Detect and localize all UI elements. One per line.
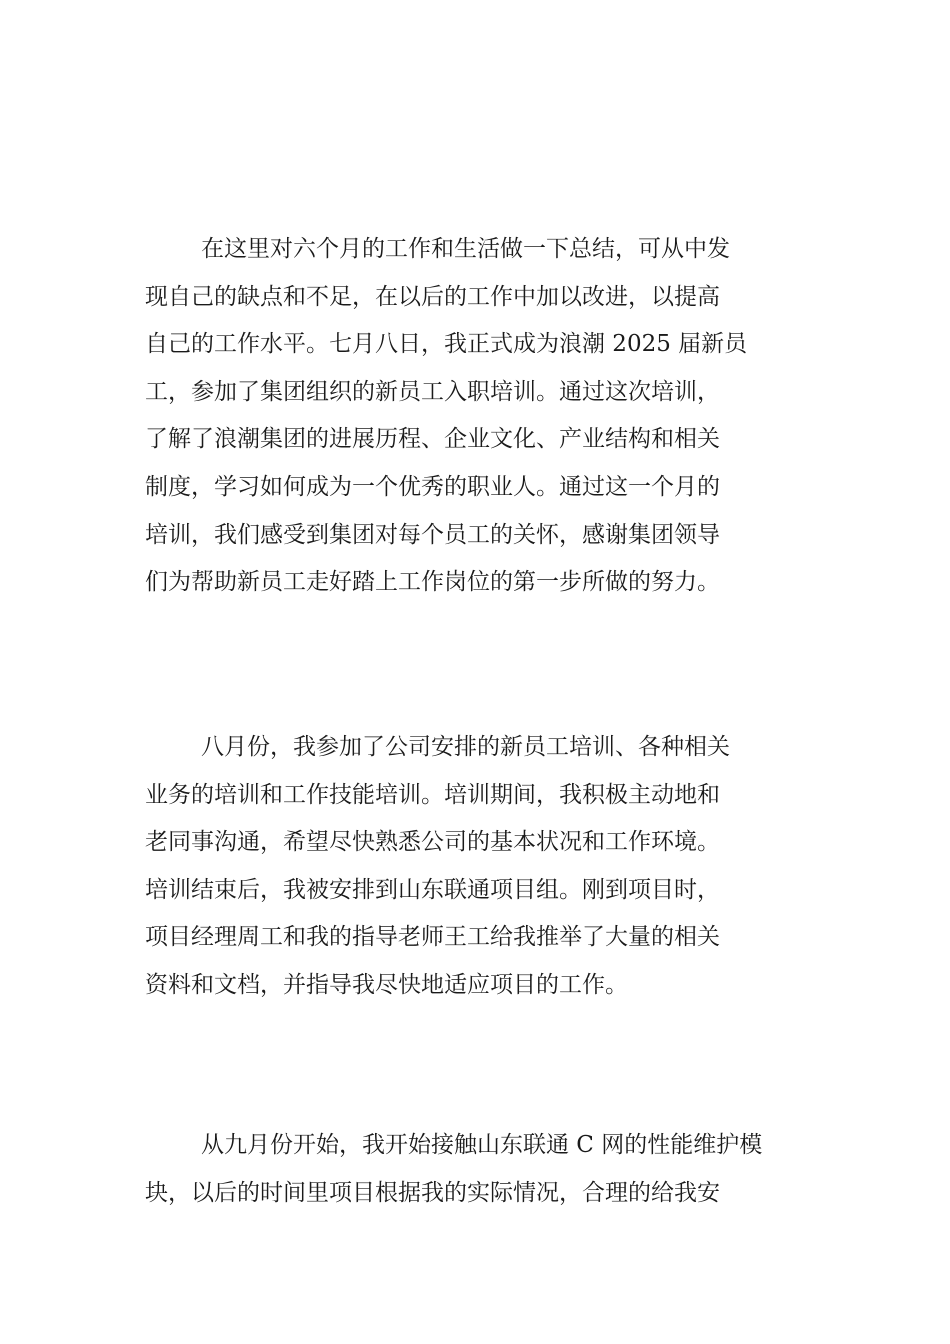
text-line: 培训结束后，我被安排到山东联通项目组。刚到项目时， xyxy=(145,876,720,903)
text-line: 培训，我们感受到集团对每个员工的关怀，感谢集团领导 xyxy=(145,521,720,548)
text-line: 制度，学习如何成为一个优秀的职业人。通过这一个月的 xyxy=(145,473,720,500)
text-line: 八月份，我参加了公司安排的新员工培训、各种相关 xyxy=(201,734,730,760)
text-line: 资料和文档，并指导我尽快地适应项目的工作。 xyxy=(145,971,628,998)
text-line: 业务的培训和工作技能培训。培训期间，我积极主动地和 xyxy=(145,781,720,808)
text-line: 现自己的缺点和不足，在以后的工作中加以改进，以提高 xyxy=(145,283,720,310)
text-line: 项目经理周工和我的指导老师王工给我推举了大量的相关 xyxy=(145,924,720,951)
text-line: 们为帮助新员工走好踏上工作岗位的第一步所做的努力。 xyxy=(145,569,720,596)
paragraph-3 xyxy=(145,1122,810,1217)
text-line: 块，以后的时间里项目根据我的实际情况，合理的给我安 xyxy=(145,1179,720,1206)
text-line: 了解了浪潮集团的进展历程、企业文化、产业结构和相关 xyxy=(145,426,720,453)
text-line: 从九月份开始，我开始接触山东联通 C 网的性能维护模 xyxy=(201,1132,763,1158)
text-line: 在这里对六个月的工作和生活做一下总结，可从中发 xyxy=(201,236,730,262)
text-line: 工，参加了集团组织的新员工入职培训。通过这次培训， xyxy=(145,378,720,405)
text-line: 老同事沟通，希望尽快熟悉公司的基本状况和工作环境。 xyxy=(145,829,720,856)
paragraph-1 xyxy=(145,226,810,607)
paragraph-2 xyxy=(145,724,810,1010)
text-line: 自己的工作水平。七月八日，我正式成为浪潮 2025 届新员 xyxy=(145,331,748,358)
